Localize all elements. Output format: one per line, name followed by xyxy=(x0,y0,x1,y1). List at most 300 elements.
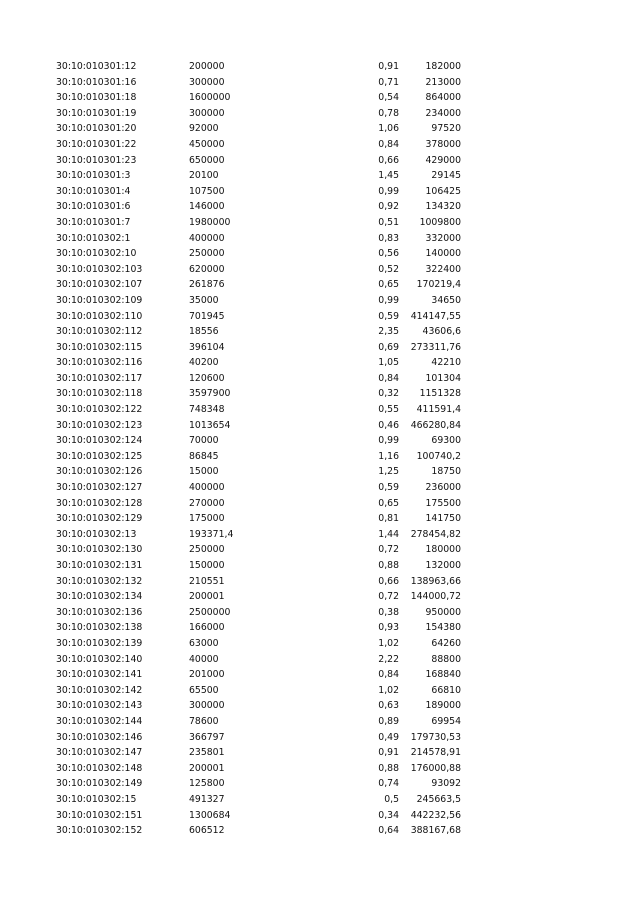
result-cell: 144000,72 xyxy=(410,591,461,603)
column-gap xyxy=(313,792,363,808)
result-cell: 245663,5 xyxy=(416,793,461,805)
value-cell: 400000 xyxy=(189,482,225,494)
result-cell: 378000 xyxy=(425,138,461,150)
value-cell: 86845 xyxy=(189,450,219,462)
column-gap xyxy=(313,574,363,590)
column-gap xyxy=(313,153,363,169)
result-cell: 138963,66 xyxy=(410,575,461,587)
value-cell: 235801 xyxy=(189,747,225,759)
column-gap xyxy=(313,449,363,465)
column-gap xyxy=(313,761,363,777)
column-gap xyxy=(313,293,363,309)
table-row xyxy=(56,59,461,75)
value-cell: 201000 xyxy=(189,669,225,681)
result-cell: 69300 xyxy=(431,435,461,447)
table-row xyxy=(56,636,461,652)
coefficient-cell: 0,55 xyxy=(378,404,399,416)
cadastral-number-cell: 30:10:010302:112 xyxy=(56,326,143,338)
result-cell: 132000 xyxy=(425,560,461,571)
table-row xyxy=(56,620,461,636)
table-row xyxy=(56,605,461,621)
cadastral-number-cell: 30:10:010301:16 xyxy=(56,76,137,88)
cadastral-number-cell: 30:10:010302:141 xyxy=(56,669,143,681)
value-cell: 92000 xyxy=(189,123,219,135)
column-gap xyxy=(313,480,363,496)
table-row xyxy=(56,683,461,699)
cadastral-number-cell: 30:10:010302:149 xyxy=(56,778,143,790)
table-row xyxy=(56,402,461,418)
coefficient-cell: 2,35 xyxy=(378,326,399,338)
cadastral-number-cell: 30:10:010302:151 xyxy=(56,809,143,821)
result-cell: 101304 xyxy=(425,372,461,384)
column-gap xyxy=(313,527,363,543)
cadastral-number-cell: 30:10:010302:110 xyxy=(56,310,143,322)
coefficient-cell: 0,93 xyxy=(378,622,399,634)
cadastral-number-cell: 30:10:010302:118 xyxy=(56,388,143,400)
result-cell: 34650 xyxy=(431,294,461,306)
coefficient-cell: 0,84 xyxy=(378,372,399,384)
table-row xyxy=(56,153,461,169)
value-cell: 200000 xyxy=(189,61,225,72)
coefficient-cell: 0,65 xyxy=(378,497,399,509)
coefficient-cell: 0,91 xyxy=(378,61,399,72)
coefficient-cell: 0,99 xyxy=(378,435,399,447)
value-cell: 166000 xyxy=(189,622,225,634)
coefficient-cell: 0,52 xyxy=(378,263,399,275)
coefficient-cell: 1,06 xyxy=(378,123,399,135)
coefficient-cell: 1,44 xyxy=(378,528,399,540)
value-cell: 1600000 xyxy=(189,92,231,104)
table-row xyxy=(56,652,461,668)
value-cell: 63000 xyxy=(189,637,219,649)
table-row xyxy=(56,75,461,91)
result-cell: 140000 xyxy=(425,248,461,260)
cadastral-number-cell: 30:10:010302:1 xyxy=(56,232,131,244)
coefficient-cell: 0,99 xyxy=(378,185,399,197)
value-cell: 396104 xyxy=(189,341,225,353)
cadastral-number-cell: 30:10:010302:10 xyxy=(56,248,137,260)
result-cell: 64260 xyxy=(431,637,461,649)
column-gap xyxy=(313,464,363,480)
column-gap xyxy=(313,309,363,325)
cadastral-number-cell: 30:10:010302:13 xyxy=(56,528,137,540)
coefficient-cell: 0,81 xyxy=(378,513,399,525)
cadastral-number-cell: 30:10:010302:144 xyxy=(56,715,143,727)
table-row xyxy=(56,574,461,590)
cadastral-number-cell: 30:10:010302:132 xyxy=(56,575,143,587)
column-gap xyxy=(313,106,363,122)
coefficient-cell: 0,83 xyxy=(378,232,399,244)
column-gap xyxy=(313,75,363,91)
table-row xyxy=(56,745,461,761)
value-cell: 200001 xyxy=(189,591,225,603)
table-row xyxy=(56,776,461,792)
table-row xyxy=(56,527,461,543)
column-gap xyxy=(313,714,363,730)
value-cell: 400000 xyxy=(189,232,225,244)
cadastral-number-cell: 30:10:010302:130 xyxy=(56,544,143,556)
result-cell: 134320 xyxy=(425,201,461,213)
cadastral-number-cell: 30:10:010302:116 xyxy=(56,357,143,369)
table-row xyxy=(56,215,461,231)
column-gap xyxy=(313,605,363,621)
value-cell: 40200 xyxy=(189,357,219,369)
coefficient-cell: 0,65 xyxy=(378,279,399,291)
cadastral-number-cell: 30:10:010301:22 xyxy=(56,138,137,150)
coefficient-cell: 0,59 xyxy=(378,482,399,494)
table-row xyxy=(56,418,461,434)
result-cell: 213000 xyxy=(425,76,461,88)
table-row xyxy=(56,121,461,137)
result-cell: 42210 xyxy=(431,357,461,369)
column-gap xyxy=(313,324,363,340)
value-cell: 1300684 xyxy=(189,809,231,821)
coefficient-cell: 0,91 xyxy=(378,747,399,759)
cadastral-number-cell: 30:10:010301:12 xyxy=(56,61,137,72)
value-cell: 20100 xyxy=(189,170,219,182)
table-row xyxy=(56,511,461,527)
cadastral-number-cell: 30:10:010302:139 xyxy=(56,637,143,649)
result-cell: 1009800 xyxy=(419,216,461,228)
result-cell: 332000 xyxy=(425,232,461,244)
result-cell: 93092 xyxy=(431,778,461,790)
result-cell: 236000 xyxy=(425,482,461,494)
coefficient-cell: 0,88 xyxy=(378,762,399,774)
table-row xyxy=(56,761,461,777)
value-cell: 606512 xyxy=(189,825,225,837)
table-row xyxy=(56,496,461,512)
cadastral-number-cell: 30:10:010301:18 xyxy=(56,92,137,104)
data-table xyxy=(56,59,461,839)
value-cell: 3597900 xyxy=(189,388,231,400)
result-cell: 170219,4 xyxy=(416,279,461,291)
cadastral-number-cell: 30:10:010302:123 xyxy=(56,419,143,431)
coefficient-cell: 0,63 xyxy=(378,700,399,712)
column-gap xyxy=(313,371,363,387)
coefficient-cell: 0,72 xyxy=(378,591,399,603)
coefficient-cell: 0,64 xyxy=(378,825,399,837)
result-cell: 29145 xyxy=(431,170,461,182)
table-row xyxy=(56,199,461,215)
table-row xyxy=(56,823,461,839)
coefficient-cell: 0,84 xyxy=(378,669,399,681)
value-cell: 748348 xyxy=(189,404,225,416)
result-cell: 141750 xyxy=(425,513,461,525)
column-gap xyxy=(313,168,363,184)
cadastral-number-cell: 30:10:010302:15 xyxy=(56,793,137,805)
table-row xyxy=(56,324,461,340)
cadastral-number-cell: 30:10:010302:109 xyxy=(56,294,143,306)
result-cell: 388167,68 xyxy=(410,825,461,837)
value-cell: 261876 xyxy=(189,279,225,291)
coefficient-cell: 0,71 xyxy=(378,76,399,88)
value-cell: 70000 xyxy=(189,435,219,447)
value-cell: 2500000 xyxy=(189,606,231,618)
result-cell: 273311,76 xyxy=(410,341,461,353)
value-cell: 65500 xyxy=(189,684,219,696)
value-cell: 366797 xyxy=(189,731,225,743)
coefficient-cell: 0,88 xyxy=(378,560,399,571)
column-gap xyxy=(313,652,363,668)
value-cell: 270000 xyxy=(189,497,225,509)
result-cell: 214578,91 xyxy=(410,747,461,759)
cadastral-number-cell: 30:10:010301:4 xyxy=(56,185,131,197)
coefficient-cell: 1,16 xyxy=(378,450,399,462)
column-gap xyxy=(313,542,363,558)
coefficient-cell: 0,59 xyxy=(378,310,399,322)
column-gap xyxy=(313,558,363,574)
table-row xyxy=(56,231,461,247)
table-row xyxy=(56,589,461,605)
coefficient-cell: 0,92 xyxy=(378,201,399,213)
column-gap xyxy=(313,683,363,699)
result-cell: 154380 xyxy=(425,622,461,634)
table-row xyxy=(56,340,461,356)
column-gap xyxy=(313,776,363,792)
value-cell: 620000 xyxy=(189,263,225,275)
value-cell: 40000 xyxy=(189,653,219,665)
table-row xyxy=(56,714,461,730)
coefficient-cell: 0,54 xyxy=(378,92,399,104)
coefficient-cell: 0,49 xyxy=(378,731,399,743)
result-cell: 168840 xyxy=(425,669,461,681)
value-cell: 35000 xyxy=(189,294,219,306)
table-row xyxy=(56,262,461,278)
result-cell: 950000 xyxy=(425,606,461,618)
cadastral-number-cell: 30:10:010302:148 xyxy=(56,762,143,774)
coefficient-cell: 0,69 xyxy=(378,341,399,353)
value-cell: 1013654 xyxy=(189,419,231,431)
coefficient-cell: 0,99 xyxy=(378,294,399,306)
coefficient-cell: 1,05 xyxy=(378,357,399,369)
table-row xyxy=(56,309,461,325)
table-row xyxy=(56,293,461,309)
cadastral-number-cell: 30:10:010302:140 xyxy=(56,653,143,665)
table-row xyxy=(56,667,461,683)
cadastral-number-cell: 30:10:010302:117 xyxy=(56,372,143,384)
result-cell: 18750 xyxy=(431,466,461,478)
table-row xyxy=(56,90,461,106)
column-gap xyxy=(313,121,363,137)
coefficient-cell: 0,74 xyxy=(378,778,399,790)
cadastral-number-cell: 30:10:010302:107 xyxy=(56,279,143,291)
table-row xyxy=(56,542,461,558)
coefficient-cell: 0,78 xyxy=(378,107,399,119)
value-cell: 300000 xyxy=(189,76,225,88)
value-cell: 125800 xyxy=(189,778,225,790)
result-cell: 278454,82 xyxy=(410,528,461,540)
column-gap xyxy=(313,340,363,356)
table-row xyxy=(56,184,461,200)
coefficient-cell: 0,32 xyxy=(378,388,399,400)
value-cell: 15000 xyxy=(189,466,219,478)
value-cell: 250000 xyxy=(189,248,225,260)
value-cell: 193371,4 xyxy=(189,528,234,540)
column-gap xyxy=(313,184,363,200)
cadastral-number-cell: 30:10:010302:142 xyxy=(56,684,143,696)
table-row xyxy=(56,433,461,449)
coefficient-cell: 0,34 xyxy=(378,809,399,821)
value-cell: 175000 xyxy=(189,513,225,525)
column-gap xyxy=(313,90,363,106)
result-cell: 429000 xyxy=(425,154,461,166)
cadastral-number-cell: 30:10:010302:126 xyxy=(56,466,143,478)
column-gap xyxy=(313,59,363,75)
result-cell: 175500 xyxy=(425,497,461,509)
value-cell: 650000 xyxy=(189,154,225,166)
column-gap xyxy=(313,808,363,824)
cadastral-number-cell: 30:10:010301:20 xyxy=(56,123,137,135)
table-row xyxy=(56,480,461,496)
result-cell: 97520 xyxy=(431,123,461,135)
result-cell: 182000 xyxy=(425,61,461,72)
coefficient-cell: 0,5 xyxy=(384,793,399,805)
value-cell: 146000 xyxy=(189,201,225,213)
result-cell: 176000,88 xyxy=(410,762,461,774)
result-cell: 179730,53 xyxy=(410,731,461,743)
cadastral-number-cell: 30:10:010302:138 xyxy=(56,622,143,634)
column-gap xyxy=(313,589,363,605)
value-cell: 18556 xyxy=(189,326,219,338)
column-gap xyxy=(313,355,363,371)
result-cell: 466280,84 xyxy=(410,419,461,431)
coefficient-cell: 0,89 xyxy=(378,715,399,727)
cadastral-number-cell: 30:10:010302:147 xyxy=(56,747,143,759)
column-gap xyxy=(313,636,363,652)
result-cell: 106425 xyxy=(425,185,461,197)
column-gap xyxy=(313,698,363,714)
table-row xyxy=(56,730,461,746)
cadastral-number-cell: 30:10:010302:115 xyxy=(56,341,143,353)
cadastral-number-cell: 30:10:010301:6 xyxy=(56,201,131,213)
result-cell: 180000 xyxy=(425,544,461,556)
cadastral-number-cell: 30:10:010302:124 xyxy=(56,435,143,447)
cadastral-number-cell: 30:10:010302:134 xyxy=(56,591,143,603)
result-cell: 322400 xyxy=(425,263,461,275)
column-gap xyxy=(313,730,363,746)
result-cell: 100740,2 xyxy=(416,450,461,462)
table-row xyxy=(56,246,461,262)
column-gap xyxy=(313,433,363,449)
cadastral-number-cell: 30:10:010302:128 xyxy=(56,497,143,509)
column-gap xyxy=(313,745,363,761)
coefficient-cell: 1,25 xyxy=(378,466,399,478)
table-row xyxy=(56,137,461,153)
coefficient-cell: 1,02 xyxy=(378,684,399,696)
result-cell: 411591,4 xyxy=(416,404,461,416)
cadastral-number-cell: 30:10:010302:143 xyxy=(56,700,143,712)
value-cell: 491327 xyxy=(189,793,225,805)
column-gap xyxy=(313,277,363,293)
table-row xyxy=(56,808,461,824)
cadastral-number-cell: 30:10:010302:131 xyxy=(56,560,143,571)
result-cell: 66810 xyxy=(431,684,461,696)
cadastral-number-cell: 30:10:010301:23 xyxy=(56,154,137,166)
cadastral-number-cell: 30:10:010302:146 xyxy=(56,731,143,743)
cadastral-number-cell: 30:10:010301:19 xyxy=(56,107,137,119)
column-gap xyxy=(313,418,363,434)
coefficient-cell: 0,72 xyxy=(378,544,399,556)
column-gap xyxy=(313,231,363,247)
coefficient-cell: 1,02 xyxy=(378,637,399,649)
result-cell: 414147,55 xyxy=(410,310,461,322)
table-row xyxy=(56,277,461,293)
cadastral-number-cell: 30:10:010302:125 xyxy=(56,450,143,462)
coefficient-cell: 1,45 xyxy=(378,170,399,182)
value-cell: 1980000 xyxy=(189,216,231,228)
table-row xyxy=(56,371,461,387)
cadastral-number-cell: 30:10:010301:7 xyxy=(56,216,131,228)
table-row xyxy=(56,386,461,402)
value-cell: 78600 xyxy=(189,715,219,727)
column-gap xyxy=(313,402,363,418)
coefficient-cell: 0,84 xyxy=(378,138,399,150)
value-cell: 200001 xyxy=(189,762,225,774)
coefficient-cell: 0,66 xyxy=(378,154,399,166)
value-cell: 300000 xyxy=(189,700,225,712)
result-cell: 189000 xyxy=(425,700,461,712)
data-table-body xyxy=(56,59,461,839)
value-cell: 107500 xyxy=(189,185,225,197)
value-cell: 300000 xyxy=(189,107,225,119)
table-row xyxy=(56,168,461,184)
column-gap xyxy=(313,246,363,262)
table-row xyxy=(56,792,461,808)
result-cell: 88800 xyxy=(431,653,461,665)
cadastral-number-cell: 30:10:010301:3 xyxy=(56,170,131,182)
table-row xyxy=(56,106,461,122)
coefficient-cell: 0,66 xyxy=(378,575,399,587)
value-cell: 150000 xyxy=(189,560,225,571)
value-cell: 210551 xyxy=(189,575,225,587)
column-gap xyxy=(313,667,363,683)
coefficient-cell: 2,22 xyxy=(378,653,399,665)
cadastral-number-cell: 30:10:010302:152 xyxy=(56,825,143,837)
value-cell: 450000 xyxy=(189,138,225,150)
value-cell: 120600 xyxy=(189,372,225,384)
column-gap xyxy=(313,262,363,278)
column-gap xyxy=(313,823,363,839)
table-row xyxy=(56,464,461,480)
coefficient-cell: 0,56 xyxy=(378,248,399,260)
cadastral-number-cell: 30:10:010302:122 xyxy=(56,404,143,416)
value-cell: 250000 xyxy=(189,544,225,556)
column-gap xyxy=(313,386,363,402)
cadastral-number-cell: 30:10:010302:127 xyxy=(56,482,143,494)
table-row xyxy=(56,558,461,574)
column-gap xyxy=(313,511,363,527)
coefficient-cell: 0,38 xyxy=(378,606,399,618)
result-cell: 69954 xyxy=(431,715,461,727)
result-cell: 1151328 xyxy=(419,388,461,400)
cadastral-number-cell: 30:10:010302:136 xyxy=(56,606,143,618)
coefficient-cell: 0,51 xyxy=(378,216,399,228)
result-cell: 442232,56 xyxy=(410,809,461,821)
column-gap xyxy=(313,620,363,636)
cadastral-number-cell: 30:10:010302:103 xyxy=(56,263,143,275)
value-cell: 701945 xyxy=(189,310,225,322)
column-gap xyxy=(313,199,363,215)
result-cell: 234000 xyxy=(425,107,461,119)
coefficient-cell: 0,46 xyxy=(378,419,399,431)
cadastral-number-cell: 30:10:010302:129 xyxy=(56,513,143,525)
table-row xyxy=(56,355,461,371)
table-row xyxy=(56,698,461,714)
column-gap xyxy=(313,137,363,153)
result-cell: 864000 xyxy=(425,92,461,104)
column-gap xyxy=(313,496,363,512)
result-cell: 43606,6 xyxy=(422,326,461,338)
